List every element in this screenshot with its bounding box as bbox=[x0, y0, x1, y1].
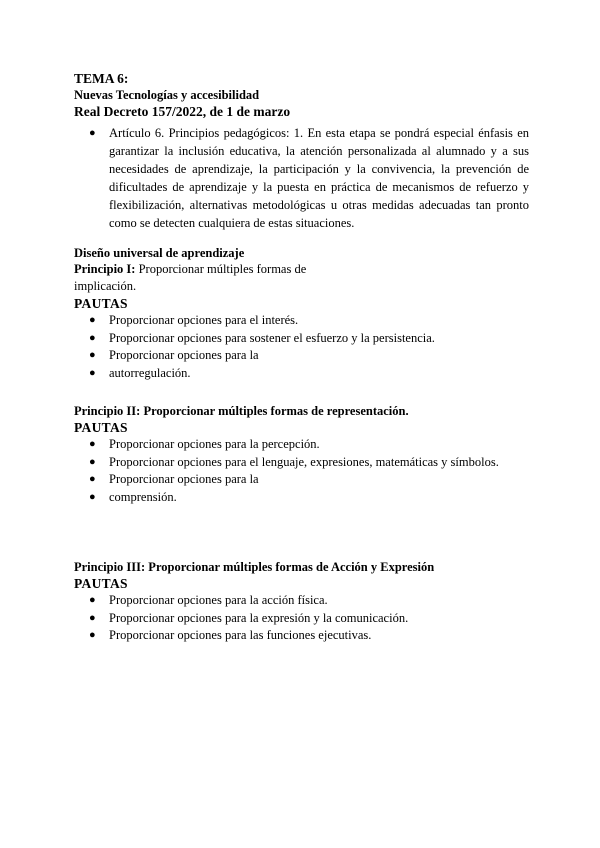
header-block bbox=[74, 70, 529, 120]
list-item bbox=[89, 610, 529, 628]
bullet-icon: ● bbox=[89, 611, 96, 624]
article-text: Artículo 6. Principios pedagógicos: 1. En esta etapa se pondrá especial énfasis en garantizar la inclusión educativa, la atención personalizada al alumnado y a sus necesidades de aprendizaje, la participación y la convivencia, la prevención de dificultades de aprendizaje y la puesta en práctica de mecanismos de refuerzo y flexibilización, alternativas metodológicas u otras medidas adecuadas tan pronto como se detecten cualquiera de estas situaciones. bbox=[109, 126, 529, 230]
list-item bbox=[89, 365, 529, 383]
article-item bbox=[89, 124, 529, 232]
principio-2-list bbox=[74, 436, 529, 506]
list-item bbox=[89, 312, 529, 330]
principio-1-block bbox=[74, 245, 529, 382]
principio-1-text-cont: implicación. bbox=[74, 279, 137, 293]
bullet-icon: ● bbox=[89, 366, 96, 379]
list-item-text: Proporcionar opciones para el interés. bbox=[109, 313, 299, 327]
bullet-icon: ● bbox=[89, 314, 96, 326]
principio-2-title: Principio II: Proporcionar múltiples formas de representación. bbox=[74, 404, 409, 418]
principio-1-label: Principio I: bbox=[74, 262, 136, 276]
principio-1-list bbox=[74, 312, 529, 382]
bullet-icon: ● bbox=[89, 349, 96, 362]
list-item-text: Proporcionar opciones para la percepción. bbox=[109, 437, 320, 451]
bullet-icon: ● bbox=[89, 594, 96, 606]
list-item bbox=[89, 627, 529, 645]
list-item-text: Proporcionar opciones para la acción física. bbox=[109, 593, 328, 607]
list-item-text: comprensión. bbox=[109, 489, 177, 504]
decree-title: Real Decreto 157/2022, de 1 de marzo bbox=[74, 104, 291, 119]
pautas-heading: PAUTAS bbox=[74, 576, 128, 591]
list-item-text: autorregulación. bbox=[109, 365, 191, 380]
tema-title: TEMA 6: bbox=[74, 71, 129, 86]
list-item bbox=[89, 471, 529, 489]
list-item-text: Proporcionar opciones para sostener el esfuerzo y la persistencia. bbox=[109, 330, 435, 345]
bullet-icon: ● bbox=[89, 127, 96, 139]
list-item bbox=[89, 330, 529, 348]
principio-1-heading bbox=[74, 261, 529, 278]
dua-title: Diseño universal de aprendizaje bbox=[74, 246, 245, 260]
list-item-text: Proporcionar opciones para las funciones ejecutivas. bbox=[109, 628, 372, 643]
list-item bbox=[89, 489, 529, 507]
pautas-heading: PAUTAS bbox=[74, 296, 128, 311]
list-item bbox=[89, 454, 529, 472]
bullet-icon: ● bbox=[89, 490, 96, 503]
list-item-text: Proporcionar opciones para la bbox=[109, 348, 259, 363]
list-item bbox=[89, 436, 529, 454]
article-list bbox=[74, 124, 529, 232]
list-item-text: Proporcionar opciones para la bbox=[109, 472, 259, 487]
list-item-text: Proporcionar opciones para la expresión y la comunicación. bbox=[109, 610, 409, 625]
principio-3-list bbox=[74, 592, 529, 645]
principio-3-block bbox=[74, 559, 529, 645]
pautas-heading: PAUTAS bbox=[74, 420, 128, 435]
bullet-icon: ● bbox=[89, 331, 96, 344]
list-item-text: Proporcionar opciones para el lenguaje, expresiones, matemáticas y símbolos. bbox=[109, 454, 499, 469]
bullet-icon: ● bbox=[89, 629, 96, 642]
list-item bbox=[89, 347, 529, 365]
principio-2-block bbox=[74, 403, 529, 506]
bullet-icon: ● bbox=[89, 473, 96, 486]
principio-1-text: Proporcionar múltiples formas de bbox=[135, 262, 307, 276]
bullet-icon: ● bbox=[89, 438, 96, 450]
article-block bbox=[74, 124, 529, 232]
tema-subtitle: Nuevas Tecnologías y accesibilidad bbox=[74, 88, 260, 102]
list-item bbox=[89, 592, 529, 610]
principio-3-title: Principio III: Proporcionar múltiples formas de Acción y Expresión bbox=[74, 560, 435, 574]
bullet-icon: ● bbox=[89, 455, 96, 468]
